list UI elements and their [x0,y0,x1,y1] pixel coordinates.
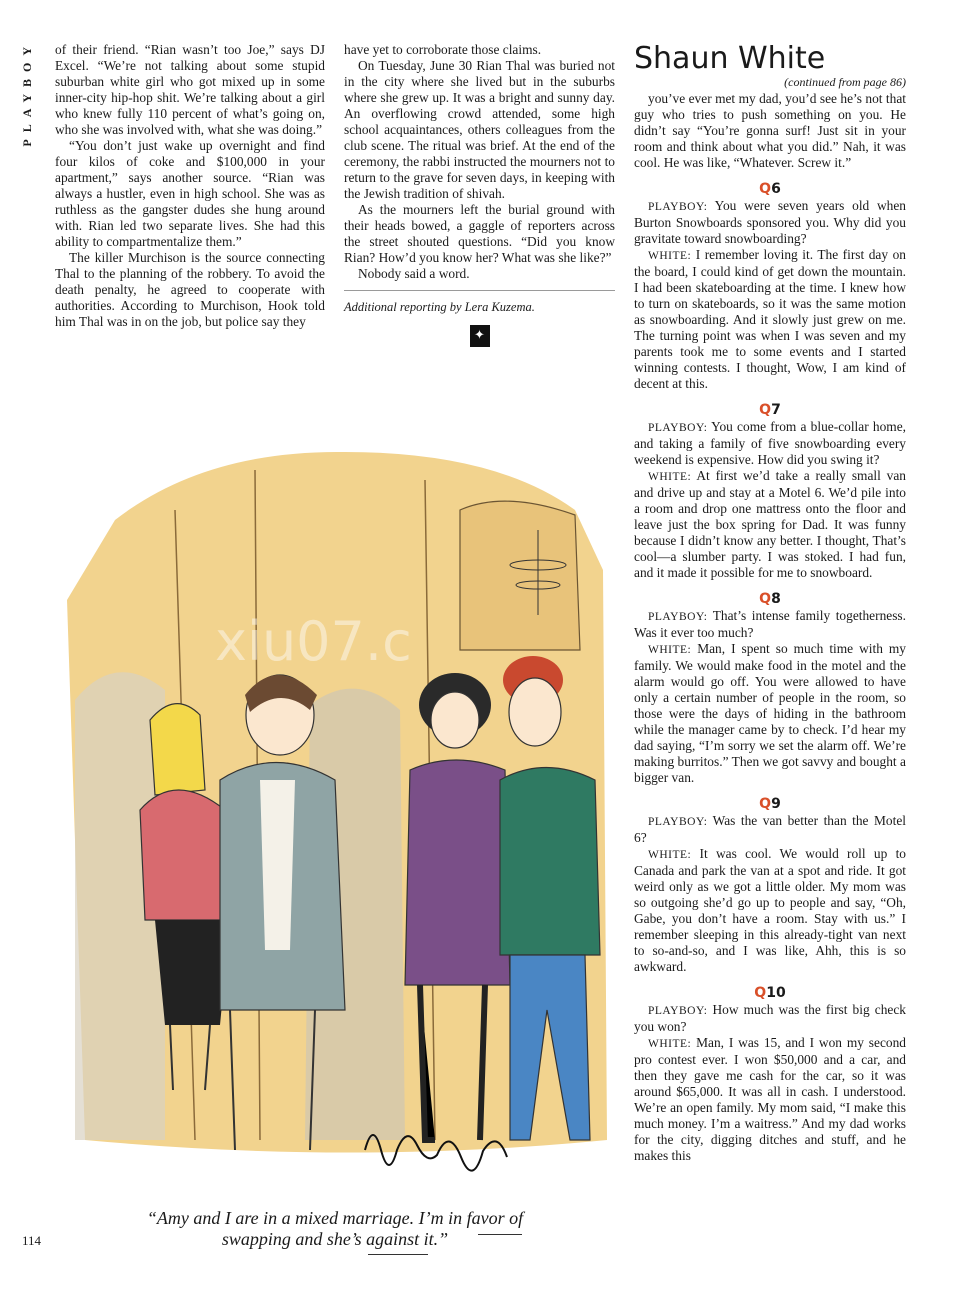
divider [344,290,615,291]
interview-title: Shaun White [634,41,826,76]
q-number: 7 [771,402,781,418]
q-letter: Q [754,985,767,1001]
interview-column [634,42,906,1164]
article-column-2 [344,42,615,347]
bunny-end-mark-icon: ✦ [470,325,490,347]
question-number [634,985,906,1002]
q-letter: Q [759,402,772,418]
cartoon-illustration [55,450,615,1195]
qa-list [634,181,906,1164]
q-letter: Q [759,181,772,197]
q-number: 6 [771,181,781,197]
paragraph: The killer Murchison is the source connecting Thal to the planning of the robbery. To avoid the death penalty, he agreed to cooperate with authorities. According to Murchison, Hook told him Thal was in on the job, but police say they [55,250,325,329]
reporting-credit: Additional reporting by Lera Kuzema. [344,300,535,314]
speaker-white: WHITE: [648,1038,692,1050]
speaker-playboy: PLAYBOY: [648,1005,708,1017]
question-text [634,608,906,641]
question-text [634,1002,906,1035]
speaker-playboy: PLAYBOY: [648,201,708,213]
speaker-white: WHITE: [648,644,692,656]
paragraph: “You don’t just wake up overnight and find four kilos of coke and $100,000 in your apartment,” says another source. “Rian was always a hustler, even in high school. She was as ruthless as the gangster dudes she hung around with. Rian led two separate lives. She had this ability to compartmentalize them.” [55,138,325,249]
q-number: 8 [771,591,781,607]
answer-body: Man, I spent so much time with my family. We would make food in the motel and the alarm would go off. You were allowed to have only a certain number of people in the room, so those were the days of hiding in the bathroom while the manager came by to check. I’d hear my dad saying, “I’m sorry we set the alarm off. We’re making burritos.” Then we got savvy and bought a bigger van. [634,641,906,785]
q-number: 10 [766,985,786,1001]
page-number: 114 [22,1233,42,1248]
answer-text [634,846,906,975]
question-body: That’s intense family togetherness. Was it ever too much? [634,608,906,640]
question-text [634,813,906,846]
article-column-1 [55,42,325,330]
continued-note: (continued from page 86) [784,75,906,89]
speaker-white: WHITE: [648,849,692,861]
caption-underline [478,1234,522,1235]
question-body: Was the van better than the Motel 6? [634,813,906,845]
interview-intro: you’ve ever met my dad, you’d see he’s not that guy who tries to push something on you. He didn’t say “You’re gonna surf! Just sit in your room and think about what you did.” Nah, it was cool. He was like, “Whatever. Screw it.” [634,91,906,170]
speaker-white: WHITE: [648,250,692,262]
question-number [634,796,906,813]
speaker-playboy: PLAYBOY: [648,422,708,434]
q-number: 9 [771,796,781,812]
question-number [634,591,906,608]
paragraph: have yet to corroborate those claims. [344,42,542,57]
q-letter: Q [759,796,772,812]
question-number [634,402,906,419]
answer-body: Man, I was 15, and I won my second pro contest ever. I won $50,000 and a car, and then they gave me cash for the car, so it was around $65,000. It was all in cash. I understood. We’re an open family. My mom said, “I make this much money. I’m a waitress.” And my dad works for the city, digging ditches and stuff, and he makes this [634,1035,906,1163]
answer-text [634,468,906,581]
answer-text [634,641,906,786]
speaker-playboy: PLAYBOY: [648,816,708,828]
caption-underline [368,1254,428,1255]
question-text [634,198,906,247]
paragraph: of their friend. “Rian wasn’t too Joe,” says DJ Excel. “We’re not talking about some stupid suburban white girl who got mixed up in some inner-city hip-hop shit. We’re talking about a girl who knew fully 110 percent of what’s going on, who she was involved with, what she was doing.” [55,42,325,137]
speaker-white: WHITE: [648,471,692,483]
question-text [634,419,906,468]
speaker-playboy: PLAYBOY: [648,611,708,623]
answer-text [634,247,906,392]
answer-body: It was cool. We would roll up to Canada and park the van at a spot and ride. It got weird only as we got a little older. My mom was so outgoing she’d go up to people and say, “Oh, Gabe, you don’t have a room. Stay with us.” I remember sleeping in this already-tight van next to so-and-so, and I was like, Ahh, this is so awkward. [634,846,906,974]
caption-line-1: “Amy and I are in a mixed marriage. I’m in favor of [146,1208,524,1228]
question-body: You come from a blue-collar home, and taking a family of five snowboarding every weekend is expensive. How did you swing it? [634,419,906,467]
paragraph: As the mourners left the burial ground with their heads bowed, a gaggle of reporters across the street shouted questions. “Did you know Rian? How’d you know her? What was she like?” [344,202,615,265]
answer-body: I remember loving it. The first day on the board, I could kind of get down the mountain. I had been skateboarding at the time. I knew how to turn on skateboards, so it was the same motion as snowboarding. And it slowly just grew on me. The turning point was when I was seven and my parents took me to some events and I started winning contests. I thought, Wow, I am kind of decent at this. [634,247,906,391]
answer-body: At first we’d take a really small van and drive up and stay at a Motel 6. We’d pile into a room and drop one mattress onto the floor and leave just the box spring for Dad. It was funny because I didn’t know any better. I thought, That’s cool—a slumber party. I was stoked. I had fun, and it made it possible for me to snowboard. [634,468,906,580]
paragraph: On Tuesday, June 30 Rian Thal was buried not in the city where she lived but in the suburbs where she grew up. It was a bright and sunny day. An overflowing crowd attended, some high school acquaintances, others colleagues from the club scene. The ritual was brief. At the end of the ceremony, the rabbi instructed the mourners not to return to the grave for seven days, in keeping with the Jewish tradition of shivah. [344,58,615,201]
watermark: xiu07.c [215,610,412,673]
paragraph: Nobody said a word. [358,266,470,281]
caption-line-2: swapping and she’s against it.” [221,1229,449,1249]
q-letter: Q [759,591,772,607]
question-body: You were seven years old when Burton Snowboards sponsored you. Why did you gravitate toward snowboarding? [634,198,906,246]
question-number [634,181,906,198]
answer-text [634,1035,906,1164]
question-body: How much was the first big check you won? [634,1002,906,1034]
cartoon-caption [60,1208,610,1250]
magazine-side-label: PLAYBOY [20,40,34,147]
